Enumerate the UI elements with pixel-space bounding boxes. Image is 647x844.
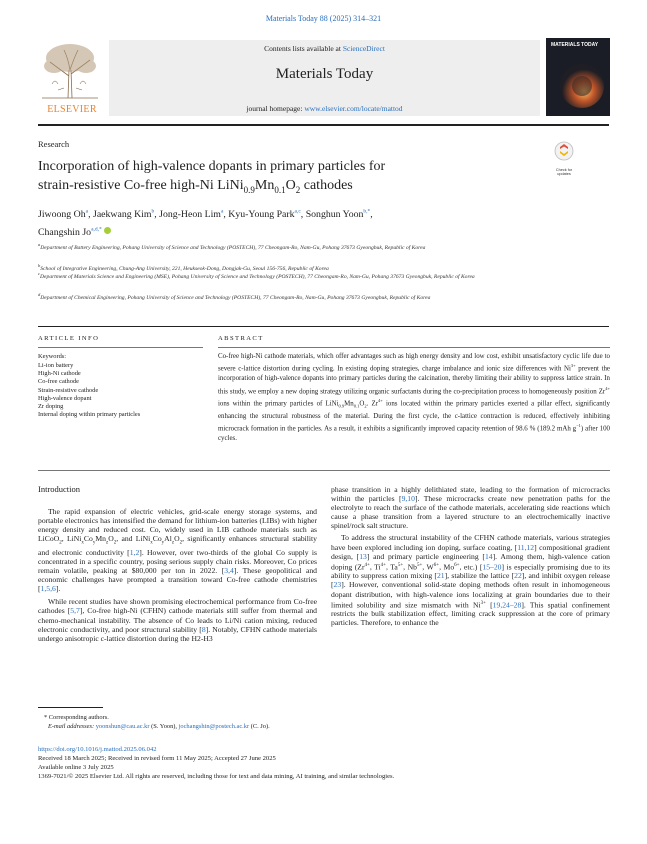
footnote-rule: [38, 707, 103, 708]
info-subrule: [38, 347, 203, 348]
copyright-notice: 1369-7021/© 2025 Elsevier Ltd. All rights are reserved, including those for text and data mining, AI training, and similar technologies.: [38, 773, 395, 780]
affiliation-a: $^a$Department of Battery Engineering, Pohang University of Science and Technology (POSTECH), 77 Cheongam-Ro, Nam-Gu, Pohang 37673 Gyeongbuk, Republic of Korea: [38, 242, 426, 251]
keyword: High-Ni cathode: [38, 370, 81, 378]
homepage-prefix: journal homepage:: [246, 104, 305, 113]
citation-link[interactable]: 23: [333, 580, 342, 590]
keywords-heading: Keywords:: [38, 353, 67, 360]
email-link[interactable]: jochangshin@postech.ac.kr: [178, 723, 250, 730]
citation-link[interactable]: 8: [201, 624, 206, 634]
title-subscript: 2: [295, 184, 301, 195]
intro-paragraph: The rapid expansion of electric vehicles, grid-scale energy storage systems, and portable electronics has intensified the demand for lithium-ion batteries (LIBs) with higher energy density and reduced cost. Co, widely used in LIB cathode materials such as LiCoO$_2$, $LiNi_xCo_yMn_zO_2$, and $LiNi_xCo_yAl_zO_2$, significantly enhances structural stability and electronic conductivity [1,2]. However, over two-thirds of the global Co supply is concentrated in a specific country, posing serious supply chain risks. Moreover, Co prices remain volatile, peaking at $80,000 per ton in 2022. [3,4]. These geopolitical and economic challenges have prompted a transition toward Co-free cathode chemistries [1,5,6].: [38, 507, 317, 594]
citation-link[interactable]: 9,10: [401, 494, 415, 504]
author-list: [38, 205, 558, 241]
received-dates: Received 18 March 2025; Received in revised form 11 May 2025; Accepted 27 June 2025: [38, 755, 276, 762]
abstract-subrule: [218, 347, 610, 348]
article-info-heading: ARTICLE INFO: [38, 335, 100, 342]
abstract-heading: ABSTRACT: [218, 335, 264, 342]
intro-paragraph: phase transition in a highly delithiated state, leading to the formation of microcracks within the particles [9,10]. These microcracks create new penetration paths for the electrolyte to reach the surface of the cathode materials, accelerating side reactions which cause a phase transition from a layered structure to an electrochemically inactive spinel/rock salt structure.: [331, 485, 610, 531]
keyword: Strain-resistive cathode: [38, 386, 99, 394]
introduction-heading: Introduction: [38, 484, 81, 494]
affiliation-c: $^c$Department of Materials Science and Engineering (MSE), Pohang University of Science and Technology (POSTECH), 77 Cheongam-Ro, Nam-Gu, Pohang 37673 Gyeongbuk, Republic of Korea: [38, 271, 475, 280]
available-online: Available online 3 July 2025: [38, 764, 114, 771]
citation-link[interactable]: 5,7: [70, 606, 80, 616]
email-link[interactable]: yoonshun@cau.ac.kr: [95, 723, 150, 730]
keyword: Zr doping: [38, 403, 64, 411]
author[interactable]: Jaekwang Kim$^b$,: [93, 209, 160, 221]
check-updates-label: Check for updates: [555, 168, 573, 176]
elsevier-wordmark: ELSEVIER: [47, 104, 97, 115]
author[interactable]: Kyu-Young Park$^{a,c}$,: [228, 209, 306, 221]
info-rule: [38, 326, 609, 327]
article-metadata: [38, 745, 394, 781]
keyword: High-valence dopant: [38, 394, 92, 402]
journal-title: Materials Today: [275, 66, 374, 82]
orcid-icon[interactable]: [104, 227, 111, 234]
title-o: O: [285, 178, 296, 193]
intro-right-column: [331, 485, 610, 628]
citation-link[interactable]: 19,24–28: [492, 600, 522, 610]
corresponding-note: * Corresponding authors.: [44, 714, 109, 721]
affiliation-d: $^d$Department of Chemical Engineering, Pohang University of Science and Technology (POSTECH), 77 Cheongam-Ro, Nam-Gu, Pohang 37673 Gyeongbuk, Republic of Korea: [38, 292, 431, 301]
journal-cover-image[interactable]: [546, 38, 610, 116]
intro-paragraph: While recent studies have shown promising electrochemical performance from Co-free cathodes [5,7], Co-free high-Ni (CFHN) cathode materials still suffer from thermal and chemo-mechanical instability. The absence of Co leads to Li/Ni cation mixing, reduced electronic conductivity, and poor structural stability [8]. Notably, CFHN cathode materials undergo anisotropic c-lattice distortion during the H2-H3: [38, 597, 317, 643]
citation-link[interactable]: 11,12: [517, 542, 535, 552]
title-subscript: 0.1: [274, 184, 286, 195]
author[interactable]: Changshin $Jo^{a,d,*}$: [38, 226, 102, 239]
keyword: Li-ion battery: [38, 362, 74, 369]
keywords-list: [38, 362, 140, 419]
cover-title: MATERIALS TODAY: [551, 42, 599, 48]
email-note: E-mail addresses: yoonshun@cau.ac.kr (S. Yoon), jochangshin@postech.ac.kr (C. Jo).: [48, 723, 270, 730]
journal-reference[interactable]: Materials Today 88 (2025) 314–321: [265, 14, 382, 23]
title-line-2-pre: strain-resistive Co-free high-Ni LiNi: [38, 178, 244, 193]
citation-link[interactable]: 3,4: [224, 566, 234, 576]
header-rule: [38, 124, 609, 126]
keyword: Internal doping within primary particles: [38, 411, 141, 419]
affiliation-b: $^b$School of Integrative Engineering, Chung-Ang University, 221, Heukseok-Dong, Dongjak-Gu, Seoul 156-756, Republic of Korea: [38, 263, 329, 272]
author[interactable]: Jiwoong Oh$^a$,: [38, 209, 93, 221]
citation-link[interactable]: 21: [436, 571, 445, 581]
sciencedirect-link[interactable]: ScienceDirect: [342, 44, 385, 53]
title-mn: Mn: [254, 178, 275, 193]
contents-available: [109, 44, 540, 53]
author[interactable]: Songhun Yoon$^{b,*}$,: [305, 209, 373, 221]
paper-title: [38, 157, 518, 200]
keyword: Co-free cathode: [38, 378, 79, 386]
citation-link[interactable]: 13: [359, 551, 367, 561]
title-post: cathodes: [300, 178, 353, 193]
abstract-text: Co-free high-Ni cathode materials, which offer advantages such as high energy density and low cost, exhibit unsatisfactory cyclic life due to severe c-lattice distortion during cycling. In existing doping strategies, charge imbalance and ionic size differences with $Ni^{3+}$ prevent the incorporation of high-valence dopants into primary particles during the calcination, thereby limiting their ability to suppress lattice strain. In this study, we employ a new doping strategy utilizing organic surfactants during the co-precipitation process to homogeneously position $Zr^{4+}$ ions within the primary particles of $LiNi_{0.9}Mn_{0.1}O_2$. $Zr^{4+}$ ions located within the primary particles exerted a pillar effect, significantly enhancing the structural robustness of the material. During the first cycle, the c-lattice contraction is reduced, effectively inhibiting microcrack formation in the particles. As a result, it exhibits a significantly improved capacity retention of 98.6 % (189.2 mAh $g^{-1}$) after 100 cycles.: [218, 353, 610, 442]
journal-homepage: [109, 104, 540, 113]
intro-left-column: [38, 507, 317, 643]
citation-link[interactable]: 1,2: [129, 547, 140, 557]
abstract-end-rule: [38, 470, 610, 471]
footnotes: [38, 713, 270, 731]
citation-link[interactable]: 22: [514, 571, 522, 581]
title-line-1: Incorporation of high-valence dopants in primary particles for: [38, 159, 386, 174]
citation-link[interactable]: 14: [484, 551, 493, 561]
intro-paragraph: To address the structural instability of the CFHN cathode materials, various strategies have been explored including ion doping, surface coating, [11,12] compositional gradient design, [13] and primary particle engineering [14]. Among them, high-valence cation doping ($Zr^{4+}$, $Ti^{4+}$, $Ta^{5+}$, $Nb^{5+}$, $W^{6+}$, $Mo^{6+}$, etc.) [15–20] is especially promising due to its ability to suppress cation mixing [21], stabilize the lattice [22], and inhibit oxygen release [23]. However, conventional solid-state doping methods often result in inhomogeneous dopant distribution, with high-valence ions localizing at grain boundaries due to their limited solubility and size mismatch with $Ni^{3+}$ [19,24–28]. This spatial confinement restricts the bulk stabilization effect, limiting crack suppression at the core of primary particles. Therefore, to enhance the: [331, 533, 610, 628]
doi-link[interactable]: https://doi.org/10.1016/j.mattod.2025.06.042: [38, 746, 157, 753]
citation-link[interactable]: 1,5,6: [40, 584, 56, 594]
citation-link[interactable]: 15–20: [482, 562, 502, 572]
article-section: Research: [38, 139, 70, 149]
author[interactable]: Jong-Heon Lim$^a$,: [159, 209, 229, 221]
check-for-updates-button[interactable]: [551, 141, 577, 176]
homepage-link[interactable]: www.elsevier.com/locate/mattod: [304, 104, 403, 113]
title-subscript: 0.9: [243, 184, 255, 195]
contents-prefix: Contents lists available at: [264, 44, 343, 53]
